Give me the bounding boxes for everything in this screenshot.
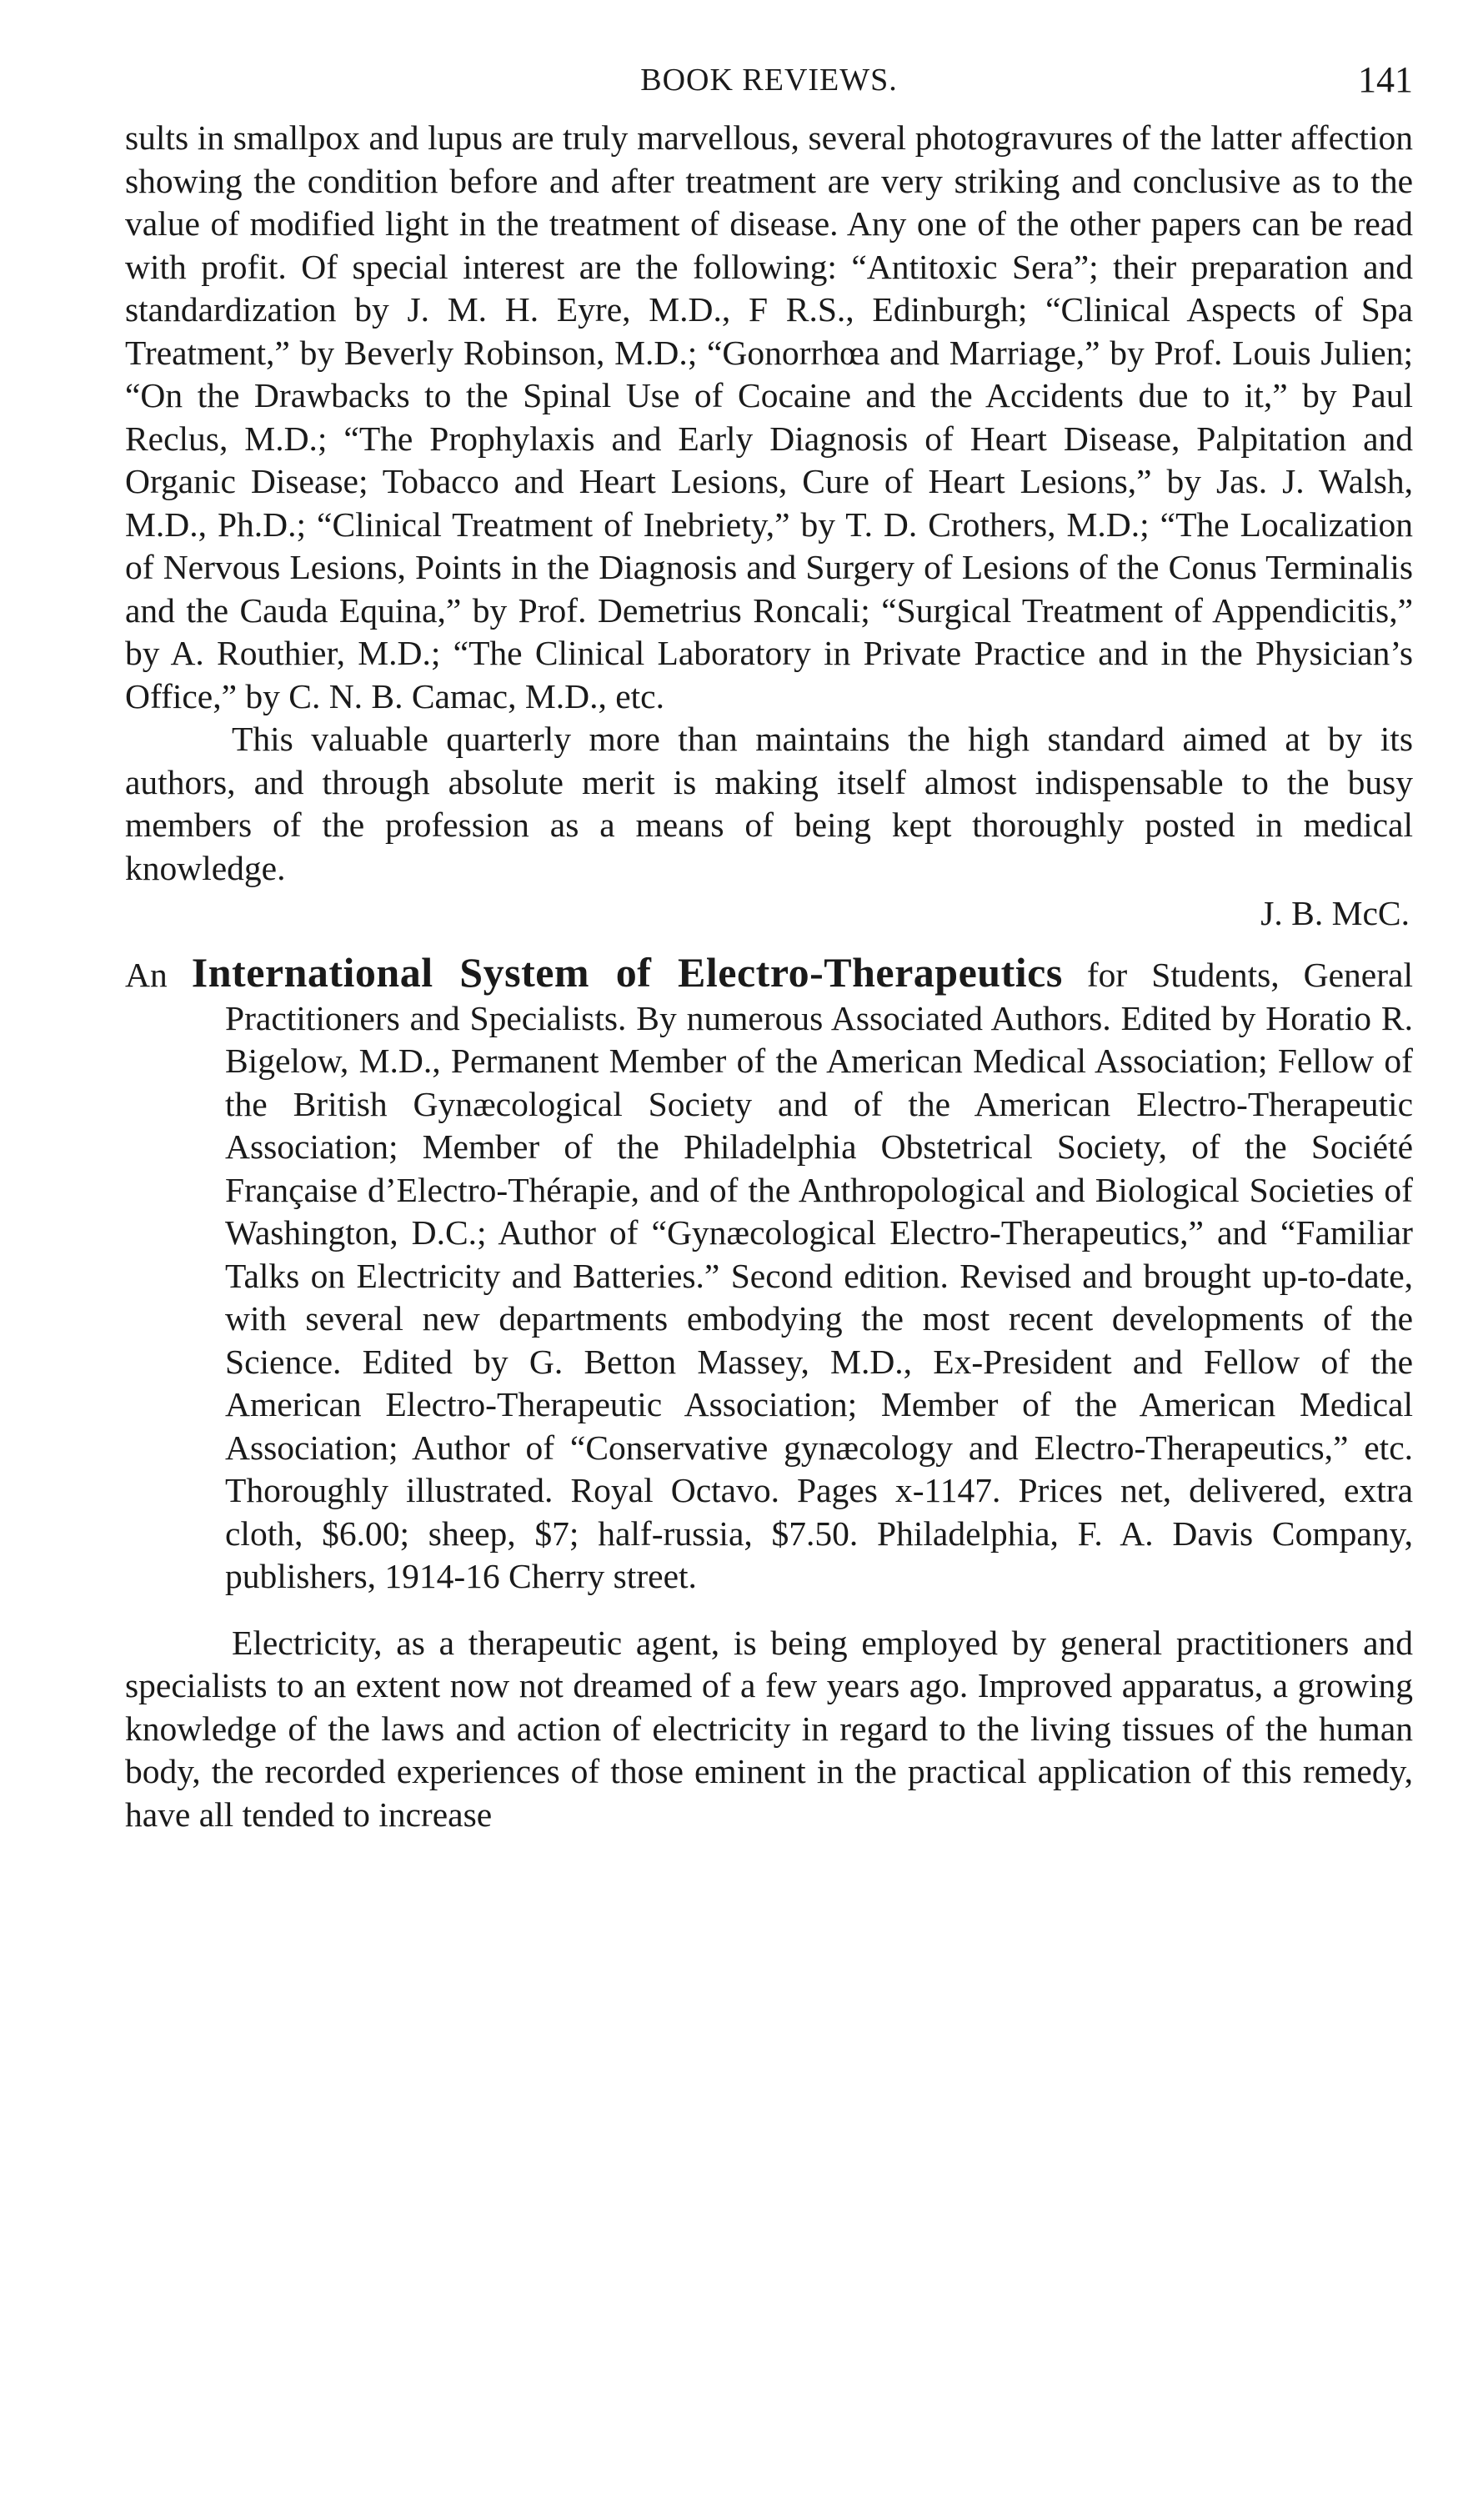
page-number: 141 <box>1358 59 1413 100</box>
book-bibliographic-details: for Students, General Practitioners and Specialists. By numerous Associated Authors. Edited by Horatio R. Bigelow, M.D., Permanent Member of the American Medical Association; Fellow of the British Gynæcological Society and of the American Electro-Therapeutic Association; Member of the Philadelphia Obstetrical Society, of the Société Française d’Electro-Thérapie, and of the Anthropological and Biological Societies of Washington, D.C.; Author of “Gynæcological Electro-Therapeutics,” and “Familiar Talks on Electricity and Batteries.” Second edition. Revised and brought up-to-date, with several new departments embodying the most recent developments of the Science. Edited by G. Betton Massey, M.D., Ex-President and Fellow of the American Electro-Therapeutic Association; Member of the American Medical Association; Author of “Conservative gynæcology and Electro-Therapeutics,” etc. Thoroughly illustrated. Royal Octavo. Pages x-1147. Prices net, delivered, extra cloth, $6.00; sheep, $7; half-russia, $7.50. Philadelphia, F. A. Davis Company, publishers, 1914-16 Cherry street. <box>225 956 1413 1595</box>
page <box>125 50 1413 1836</box>
review-continuation-paragraph: sults in smallpox and lupus are truly marvellous, several photogravures of the latter affection showing the condition before and after treatment are very striking and conclusive as to the value of modified light in the treatment of disease. Any one of the other papers can be read with profit. Of special interest are the following: “Antitoxic Sera”; their preparation and standardization by J. M. H. Eyre, M.D., F R.S., Edinburgh; “Clinical Aspects of Spa Treatment,” by Beverly Robinson, M.D.; “Gonorrhœa and Marriage,” by Prof. Louis Julien; “On the Drawbacks to the Spinal Use of Cocaine and the Accidents due to it,” by Paul Reclus, M.D.; “The Prophylaxis and Early Diagnosis of Heart Disease, Palpitation and Organic Disease; Tobacco and Heart Lesions, Cure of Heart Lesions,” by Jas. J. Walsh, M.D., Ph.D.; “Clinical Treatment of Inebriety,” by T. D. Crothers, M.D.; “The Localization of Nervous Lesions, Points in the Diagnosis and Surgery of Lesions of the Conus Terminalis and the Cauda Equina,” by Prof. Demetrius Roncali; “Surgical Treatment of Appendicitis,” by A. Routhier, M.D.; “The Clinical Laboratory in Private Practice and in the Physician’s Office,” by C. N. B. Camac, M.D., etc. <box>125 118 1413 715</box>
running-title: BOOK REVIEWS. <box>640 63 898 98</box>
section-gap <box>125 1599 1413 1622</box>
running-head <box>125 50 1413 117</box>
book-entry-lead: An <box>125 956 168 994</box>
book-title: International System of Electro-Therapeutics <box>191 949 1063 996</box>
review-closing-paragraph: This valuable quarterly more than maintains the high standard aimed at by its authors, and through absolute merit is making itself almost indispensable to the busy members of the profession as a means of being kept thoroughly posted in medical knowledge. <box>125 720 1413 887</box>
reviewer-signature: J. B. McC. <box>1260 894 1410 932</box>
book-entry-heading <box>125 951 1413 1599</box>
review-body-paragraph: Electricity, as a therapeutic agent, is being employed by general practitioners and specialists to an extent now not dreamed of a few years ago. Improved apparatus, a growing knowledge of the laws and action of electricity in regard to the living tissues of the human body, the recorded experiences of those eminent in the practical application of this remedy, have all tended to increase <box>125 1623 1413 1834</box>
